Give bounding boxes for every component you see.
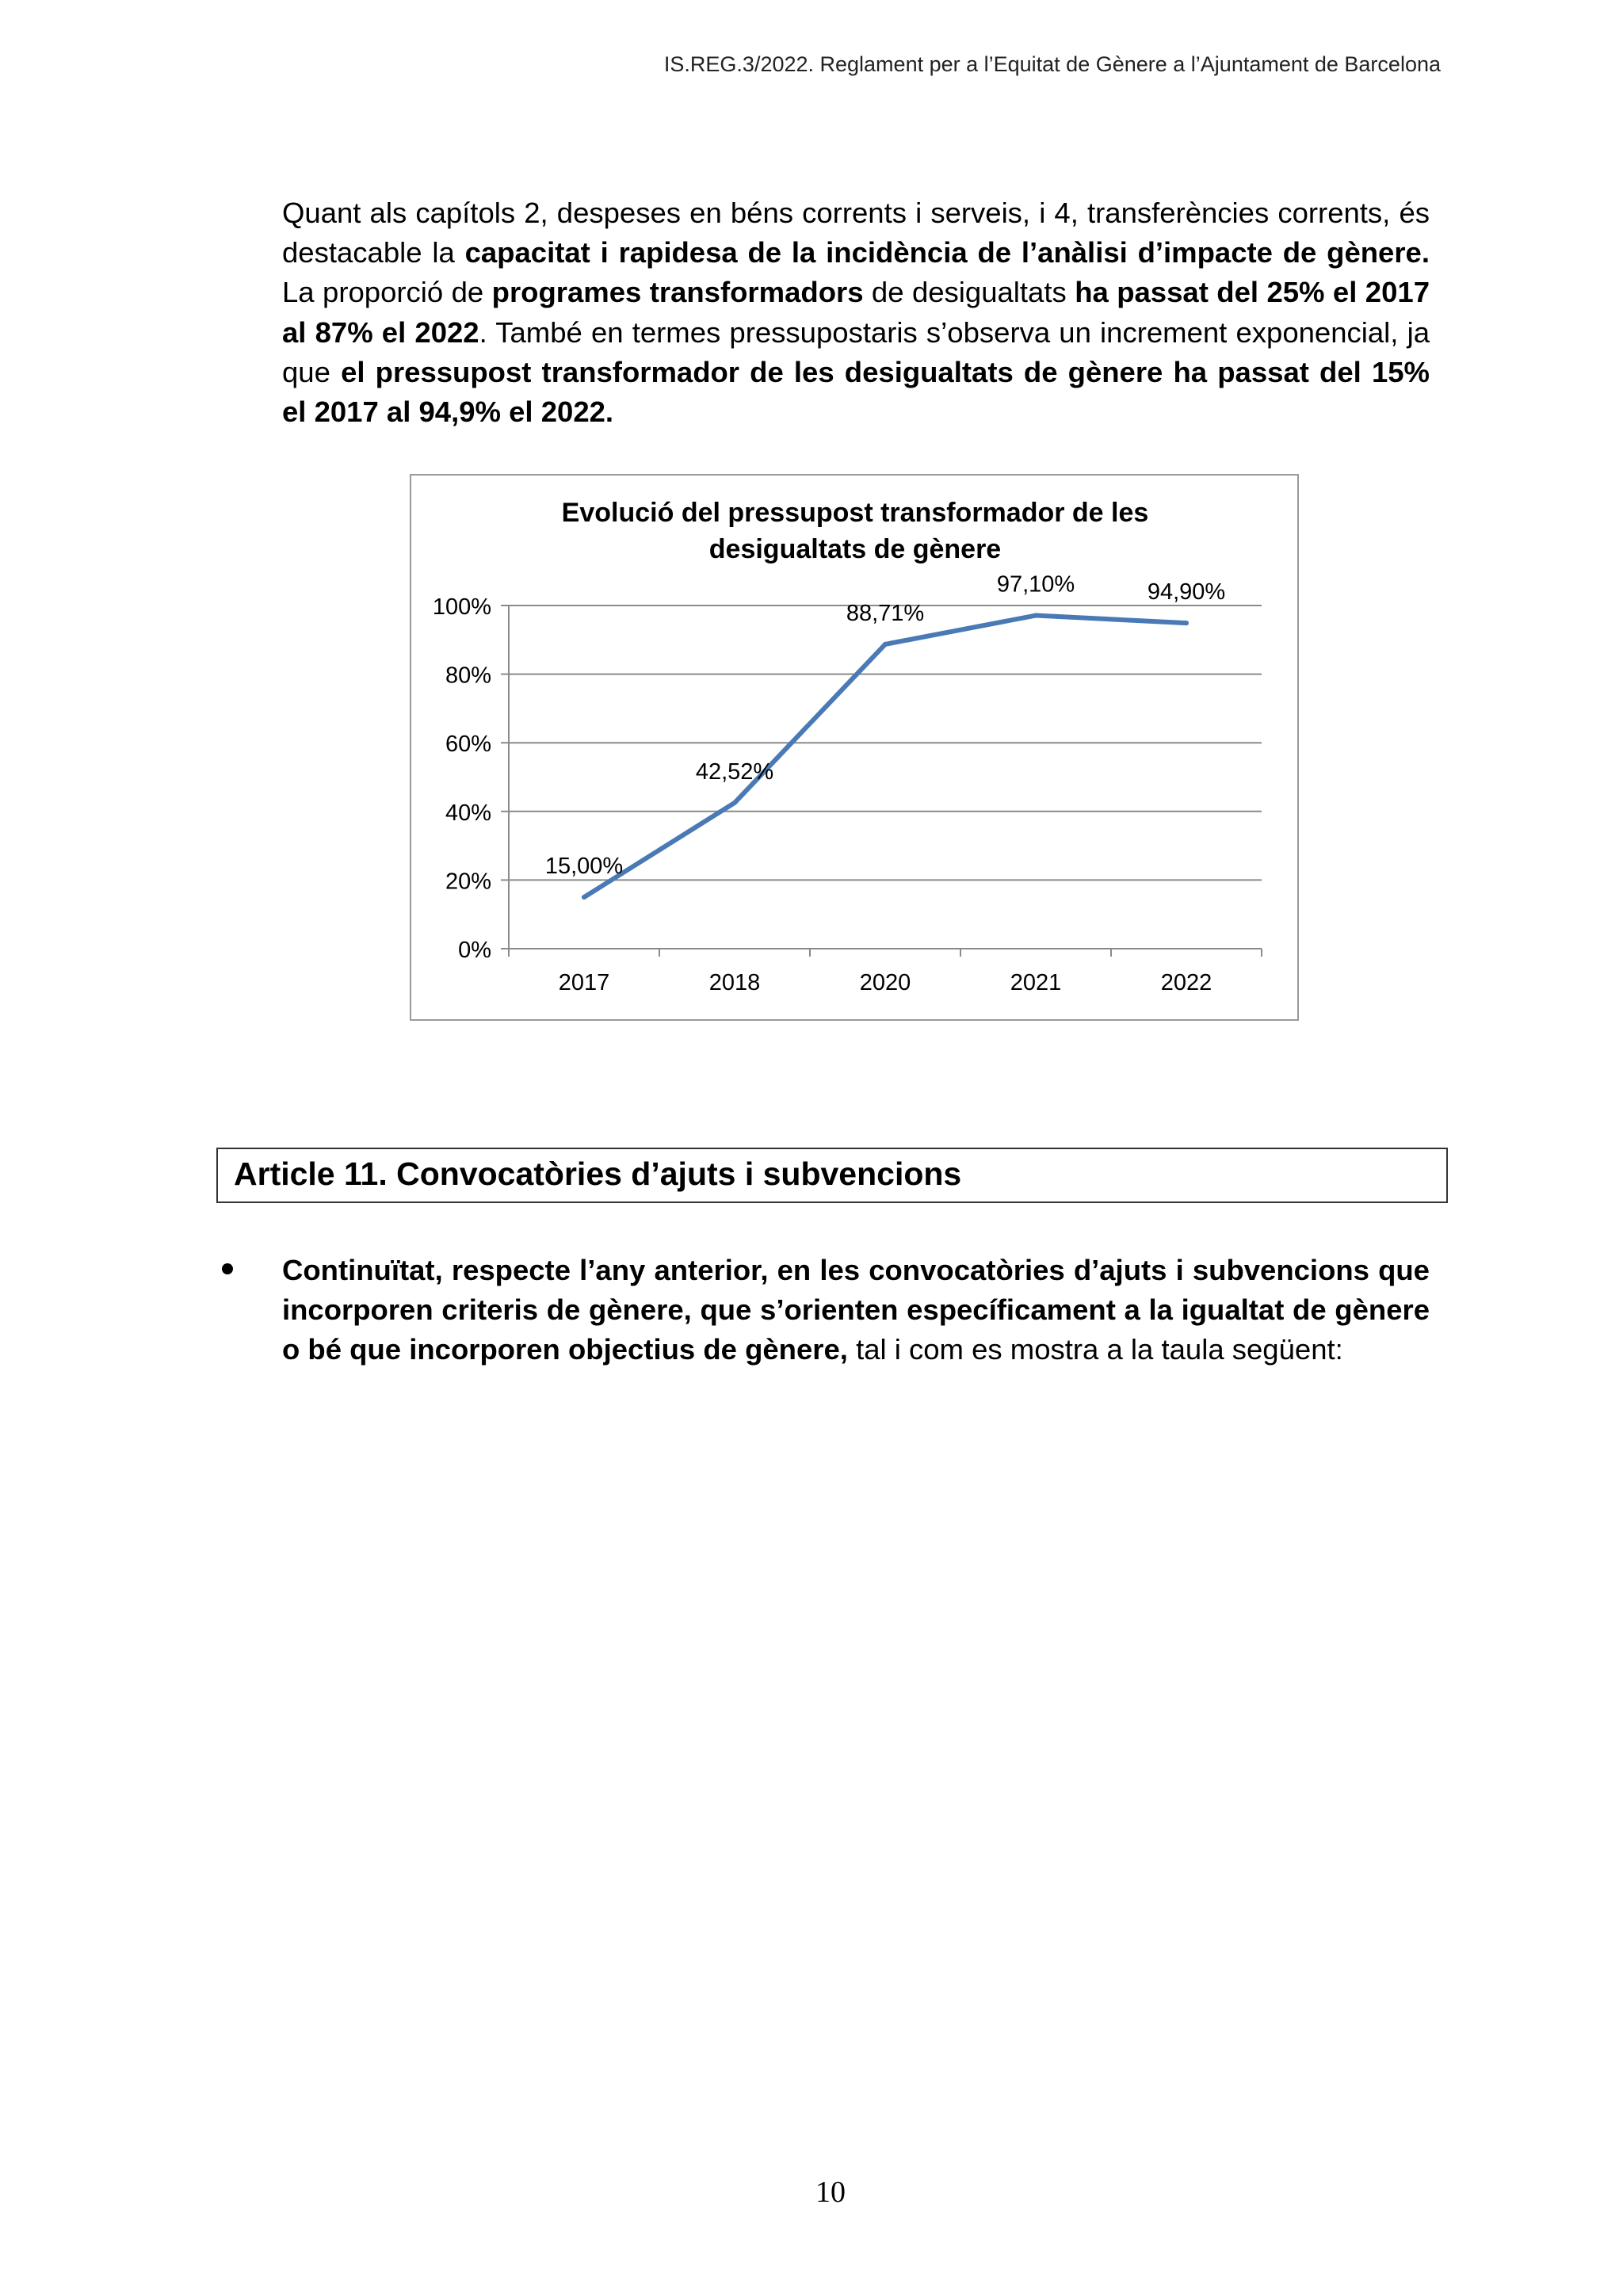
data-label: 15,00% (544, 854, 624, 880)
bullet-text: tal i com es mostra a la taula següent: (847, 1333, 1343, 1366)
para-bold-1: capacitat i rapidesa de la incidència de l’anàlisi d’impacte de gènere. (464, 236, 1430, 269)
chart-title-line-1: Evolució del pressupost transformador de les (561, 498, 1149, 528)
chart-svg (411, 476, 1297, 1019)
y-tick-label: 60% (445, 732, 491, 758)
body-paragraph (282, 193, 1430, 432)
article-heading-box (216, 1148, 1448, 1203)
y-tick-label: 40% (445, 800, 491, 826)
bullet-list-item (282, 1251, 1430, 1370)
para-bold-2: programes transformadors (491, 276, 864, 309)
bullet-bold-text: Continuïtat, respecte l’any anterior, en les convocatòries d’ajuts i subvencions que incorporen criteris de gènere, que s’orienten específicament a la igualtat de gènere o bé que incorporen objectius de gènere, (282, 1254, 1430, 1366)
x-tick-label: 2018 (708, 970, 761, 995)
page-number: 10 (815, 2176, 846, 2209)
data-label: 94,90% (1147, 579, 1226, 606)
x-tick-label: 2017 (558, 970, 610, 995)
series-line (584, 616, 1186, 897)
data-label: 97,10% (996, 571, 1075, 598)
para-text-1: Quant als capítols 2, despeses en béns corrents i serveis, i 4, transferències corrents, és destacable la (282, 197, 1430, 269)
data-point (1184, 621, 1189, 625)
data-label: 88,71% (846, 600, 925, 626)
para-text-3: de desigualtats (863, 276, 1075, 309)
data-point (582, 895, 586, 900)
x-tick-label: 2021 (1010, 970, 1062, 995)
x-tick-label: 2022 (1160, 970, 1212, 995)
chart-axes (433, 594, 1262, 995)
para-text-2: La proporció de (282, 276, 492, 309)
para-bold-3: ha passat del 25% el 2017 al 87% el 2022 (282, 276, 1430, 349)
document-header: IS.REG.3/2022. Reglament per a l’Equitat de Gènere a l’Ajuntament de Barcelona (663, 52, 1441, 76)
y-tick-label: 0% (458, 938, 491, 963)
budget-evolution-chart (410, 474, 1299, 1021)
article-title: Article 11. Convocatòries d’ajuts i subvencions (234, 1156, 962, 1192)
y-tick-label: 100% (432, 594, 491, 620)
para-bold-4: el pressupost transformador de les desigualtats de gènere ha passat del 15% el 2017 al 94,9% el 2022. (282, 355, 1430, 429)
data-point (883, 642, 888, 647)
y-tick-label: 20% (445, 869, 491, 895)
data-point (1033, 613, 1038, 618)
y-tick-label: 80% (445, 663, 491, 689)
chart-series (582, 613, 1189, 900)
x-tick-label: 2020 (859, 970, 911, 995)
data-label: 42,52% (695, 758, 774, 785)
para-text-4: . També en termes pressupostaris s’observa un increment exponencial, ja que (282, 315, 1430, 388)
bullet-icon (222, 1263, 233, 1274)
chart-title-line-2: desigualtats de gènere (708, 534, 1002, 564)
data-point (732, 800, 737, 805)
